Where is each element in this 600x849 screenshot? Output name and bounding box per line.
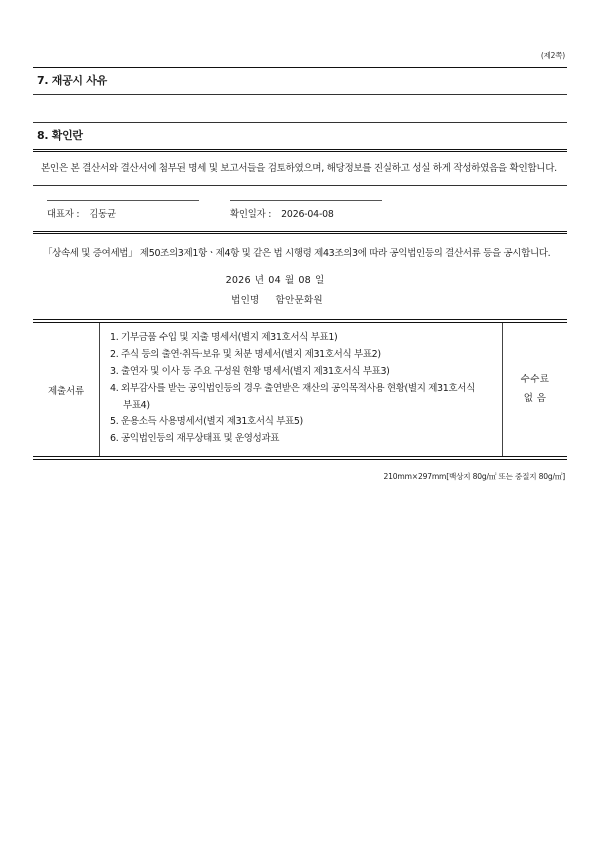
section-reason-content[interactable] [33, 95, 567, 122]
declaration-month-unit: 월 [284, 275, 295, 287]
list-item: 6. 공익법인등의 재무상태표 및 운영성과표 [110, 433, 280, 445]
declaration-year: 2026 [225, 275, 251, 287]
list-item: 1. 기부금품 수입 및 지출 명세서(별지 제31호서식 부표1) [110, 331, 338, 343]
declaration-day: 08 [298, 275, 311, 287]
documents-table-label: 제출서류 [48, 385, 84, 397]
confirm-date-label: 확인일자 : [230, 209, 272, 221]
list-item: 3. 출연자 및 이사 등 주요 구성원 현황 명세서(별지 제31호서식 부표3) [110, 365, 390, 377]
list-item: 4. 외부감사를 받는 공익법인등의 경우 출연받은 재산의 공익목적사용 현황(별지 제31호서식 부표4) [110, 382, 475, 411]
documents-table-wrapper [33, 319, 567, 459]
statutory-declaration-text: 「상속세 및 증여세법」 제50조의3제1항ㆍ제4항 및 같은 법 시행령 제43조의3에 따라 공익법인등의 결산서류 등을 공시합니다. [43, 247, 551, 259]
documents-list [110, 330, 496, 448]
entity-name: 함안문화원 [275, 295, 323, 307]
representative-label: 대표자 : [47, 209, 80, 221]
declaration-year-unit: 년 [254, 275, 265, 287]
entity-line [43, 292, 557, 306]
confirmation-statement-text: 본인은 본 결산서와 결산서에 첨부된 명세 및 보고서들을 검토하였으며, 해당정보를 진실하고 성실 하게 작성하였음을 확인합니다. [41, 163, 557, 175]
declaration-month: 04 [268, 275, 281, 287]
declaration-date-line [43, 272, 557, 286]
confirm-date-field[interactable] [230, 200, 382, 220]
fee-label: 수수료 [520, 374, 550, 386]
section-reason-heading: 7. 재공시 사유 [37, 73, 107, 87]
representative-name: 김동균 [89, 209, 116, 221]
section-confirmation-heading: 8. 확인란 [37, 128, 83, 142]
fee-value: 없 음 [523, 392, 547, 404]
confirm-date-value: 2026-04-08 [281, 209, 334, 221]
documents-table [33, 323, 567, 456]
confirmation-statement-box [33, 152, 567, 185]
representative-field[interactable] [47, 200, 199, 220]
page-number-marker: (제2쪽) [540, 51, 565, 60]
list-item: 5. 운용소득 사용명세서(별지 제31호서식 부표5) [110, 416, 303, 428]
documents-table-list-cell [99, 323, 503, 456]
paper-specification: 210mm×297mm[백상지 80g/㎡ 또는 중질지 80g/㎡] [383, 471, 565, 481]
declaration-day-unit: 일 [314, 275, 325, 287]
statutory-declaration-block [33, 234, 567, 307]
entity-label: 법인명 [231, 295, 260, 307]
signature-row [33, 186, 567, 226]
list-item: 2. 주식 등의 출연·취득·보유 및 처분 명세서(별지 제31호서식 부표2) [110, 348, 381, 360]
documents-table-fee-cell [503, 323, 567, 456]
